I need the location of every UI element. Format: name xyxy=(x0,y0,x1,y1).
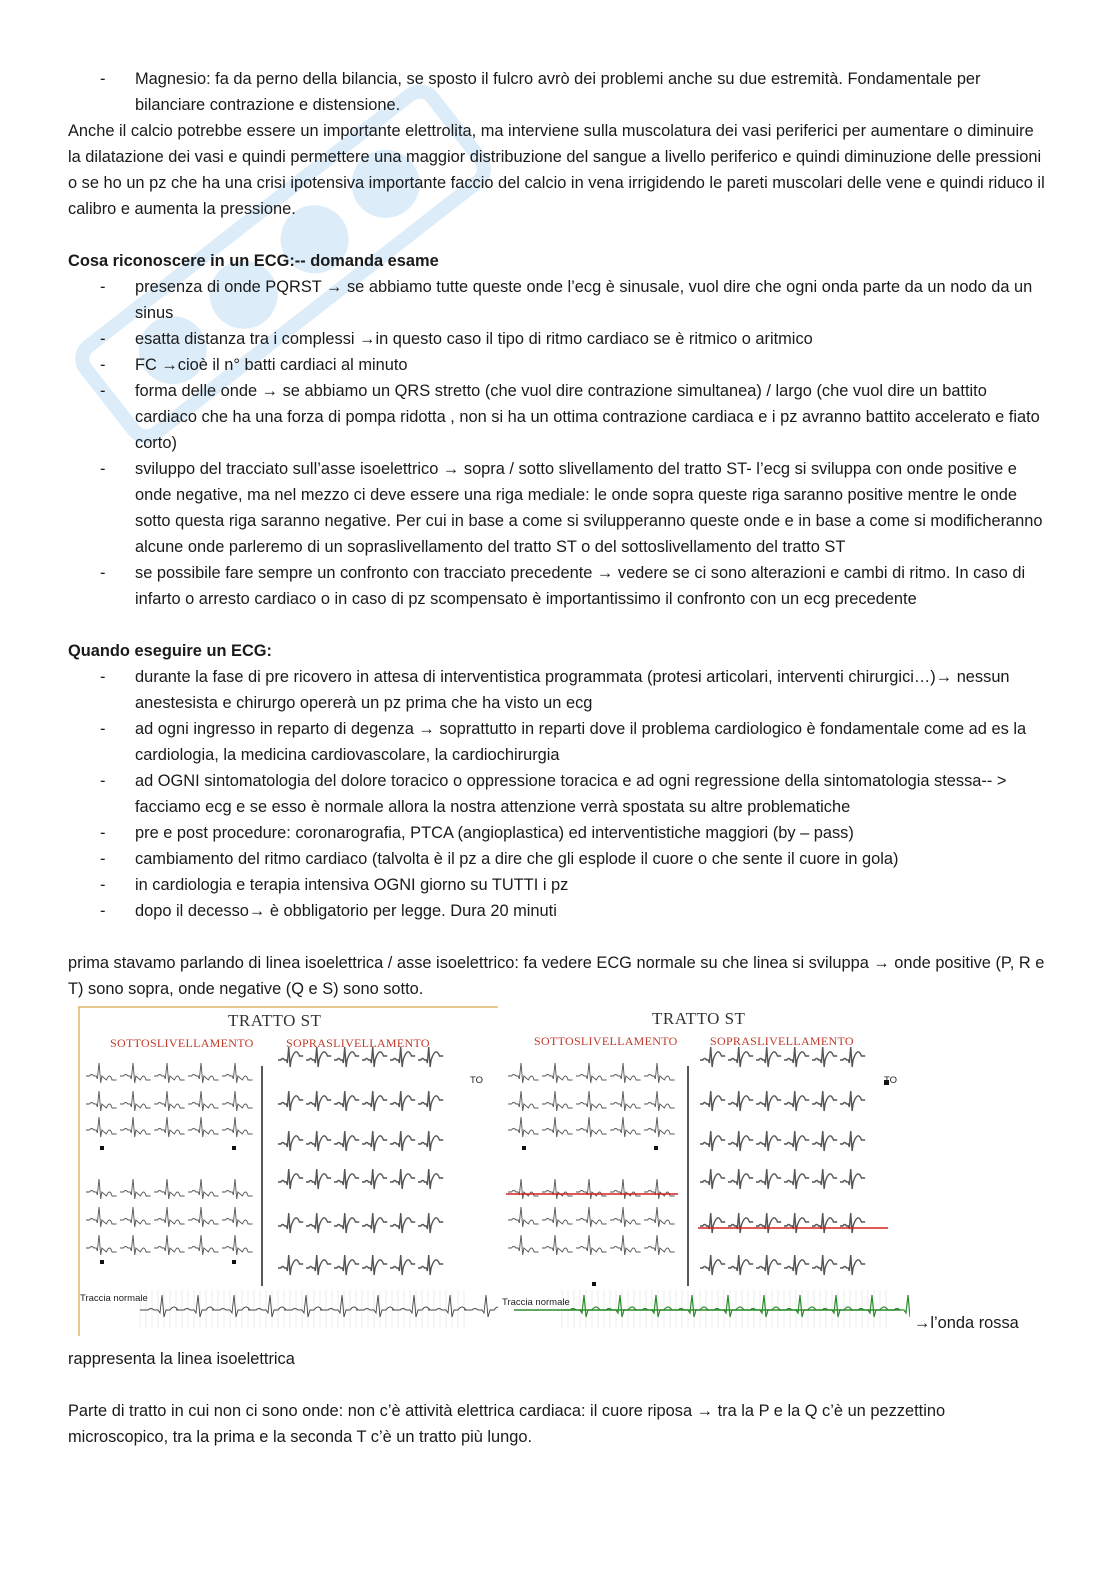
ecg-trace xyxy=(278,1255,443,1275)
left-label: SOTTOSLIVELLAMENTO xyxy=(110,1036,254,1050)
ecg-trace xyxy=(508,1091,675,1111)
ecg-trace xyxy=(508,1179,675,1199)
list-quando xyxy=(68,664,1048,924)
list-item: - se possibile fare sempre un confronto con tracciato precedente → vedere se ci sono alterazioni e cambi di ritmo. In caso di infarto o arresto cardiaco o in caso di pz scompensato è importantissimo il confronto con un ecg precedente xyxy=(100,564,1026,608)
list-item: - durante la fase di pre ricovero in attesa di interventistica programmata (protesi articolari, interventi chirurgici…)→ nessun anestesista e chirurgo opererà un pz prima che ha visto un ecg xyxy=(100,668,1010,712)
list-riconoscere xyxy=(68,274,1048,612)
list-item: - dopo il decesso→ è obbligatorio per legge. Dura 20 minuti xyxy=(100,902,557,920)
list-item: - presenza di onde PQRST → se abbiamo tutte queste onde l’ecg è sinusale, vuol dire che ogni onda parte da un nodo da un sinus xyxy=(100,278,1033,322)
right-label: SOPRASLIVELLAMENTO xyxy=(710,1034,854,1048)
ecg-trace xyxy=(140,1295,498,1317)
ecg-trace xyxy=(508,1235,675,1255)
normal-trace-label: Traccia normale xyxy=(80,1293,148,1304)
panel-title: TRATTO ST xyxy=(228,1011,322,1030)
list-item-magnesio: - Magnesio: fa da perno della bilancia, se sposto il fulcro avrò dei problemi anche su due estremità. Fondamentale per bilanciare contrazione e distensione. xyxy=(100,70,981,114)
right-label: SOPRASLIVELLAMENTO xyxy=(286,1036,430,1050)
caption-continuation: rappresenta la linea isoelettrica xyxy=(68,1350,295,1368)
isoelettrica-paragraph: prima stavamo parlando di linea isoelettrica / asse isoelettrico: fa vedere ECG normale su che linea si sviluppa → onde positive (P, R e T) sono sopra, onde negative (Q e S) sono sotto. xyxy=(68,954,1045,998)
ecg-trace xyxy=(278,1131,443,1151)
ecg-trace xyxy=(86,1091,253,1111)
left-label: SOTTOSLIVELLAMENTO xyxy=(534,1034,678,1048)
ecg-trace xyxy=(508,1117,675,1137)
ecg-trace xyxy=(86,1179,253,1199)
lead-label: TO xyxy=(884,1075,898,1086)
list-item: - pre e post procedure: coronarografia, PTCA (angioplastica) ed interventistiche maggiori (by – pass) xyxy=(100,824,854,842)
normal-trace-label: Traccia normale xyxy=(502,1297,570,1308)
lead-label: TO xyxy=(470,1075,484,1086)
ecg-trace xyxy=(86,1207,253,1227)
ecg-trace xyxy=(86,1235,253,1255)
ecg-trace xyxy=(700,1255,865,1275)
ecg-panel-left xyxy=(78,1006,498,1342)
ecg-trace xyxy=(278,1091,443,1111)
ecg-panel-right xyxy=(500,1006,910,1342)
ecg-trace xyxy=(700,1131,865,1151)
calcio-paragraph: Anche il calcio potrebbe essere un importante elettrolita, ma interviene sulla muscolatura dei vasi periferici per aumentare o diminuire la dilatazione dei vasi e quindi permettere una maggior distribuzione del sangue a livello periferico e quindi diminuzione delle pressioni o se ho un pz che ha una crisi ipotensiva importante faccio del calcio in vena irrigidendo le pareti muscolari delle vene e quindi riduco il calibro e aumenta la pressione. xyxy=(68,122,1045,218)
list-item: - ad OGNI sintomatologia del dolore toracico o oppressione toracica e ad ogni regressione della sintomatologia stessa-- > facciamo ecg e se esso è normale allora la nostra attenzione verrà spostata su altre problematiche xyxy=(100,772,1007,816)
list-item: - esatta distanza tra i complessi →in questo caso il tipo di ritmo cardiaco se è ritmico o aritmico xyxy=(100,330,813,348)
ecg-trace xyxy=(278,1213,443,1233)
ecg-trace xyxy=(508,1063,675,1083)
magnesio-text: Magnesio: fa da perno della bilancia, se sposto il fulcro avrò dei problemi anche su due estremità. Fondamentale per bilanciare contrazione e distensione. xyxy=(135,70,981,114)
document-page xyxy=(68,66,1048,1450)
ecg-trace xyxy=(86,1117,253,1137)
list-item: - in cardiologia e terapia intensiva OGNI giorno su TUTTI i pz xyxy=(100,876,569,894)
list-item: - forma delle onde → se abbiamo un QRS stretto (che vuol dire contrazione simultanea) / largo (che vuol dire un battito cardiaco che ha una forza di pompa ridotta , non si ha un ottima contrazione cardiaca e i pz avranno battito accelerato e fiato corto) xyxy=(100,382,1040,452)
ecg-trace xyxy=(700,1169,865,1189)
ecg-figure xyxy=(68,1006,1048,1346)
list-item: - ad ogni ingresso in reparto di degenza → soprattutto in reparti dove il problema cardiologico è fondamentale come ad es la cardiologia, la medicina cardiovascolare, la cardiochirurgia xyxy=(100,720,1027,764)
ecg-trace xyxy=(86,1063,253,1083)
list-item: - FC →cioè il n° batti cardiaci al minuto xyxy=(100,356,408,374)
ecg-trace xyxy=(508,1207,675,1227)
panel-title: TRATTO ST xyxy=(652,1009,746,1028)
section-heading-riconoscere: Cosa riconoscere in un ECG:-- domanda esame xyxy=(68,252,439,270)
ecg-trace xyxy=(700,1091,865,1111)
list-item: - sviluppo del tracciato sull’asse isoelettrico → sopra / sotto slivellamento del tratto ST- l’ecg si sviluppa con onde positive e onde negative, ma nel mezzo ci deve essere una riga mediale: le onde sopra queste riga saranno positive mentre le onde sotto questa riga saranno negative. Per cui in base a come si svilupperanno queste onde e in base a come si modificheranno alcune onde parleremo di un sopraslivellamento del tratto ST o del sottoslivellamento del tratto ST xyxy=(100,460,1043,556)
ecg-trace xyxy=(278,1169,443,1189)
section-heading-quando: Quando eseguire un ECG: xyxy=(68,642,272,660)
closing-paragraph: Parte di tratto in cui non ci sono onde: non c’è attività elettrica cardiaca: il cuore riposa → tra la P e la Q c’è un pezzettino microscopico, tra la prima e la seconda T c’è un tratto più lungo. xyxy=(68,1402,946,1446)
list-item: - cambiamento del ritmo cardiaco (talvolta è il pz a dire che gli esplode il cuore o che sente il cuore in gola) xyxy=(100,850,899,868)
ecg-trace xyxy=(700,1213,865,1233)
arrow-note: →l’onda rossa xyxy=(914,1314,1019,1332)
